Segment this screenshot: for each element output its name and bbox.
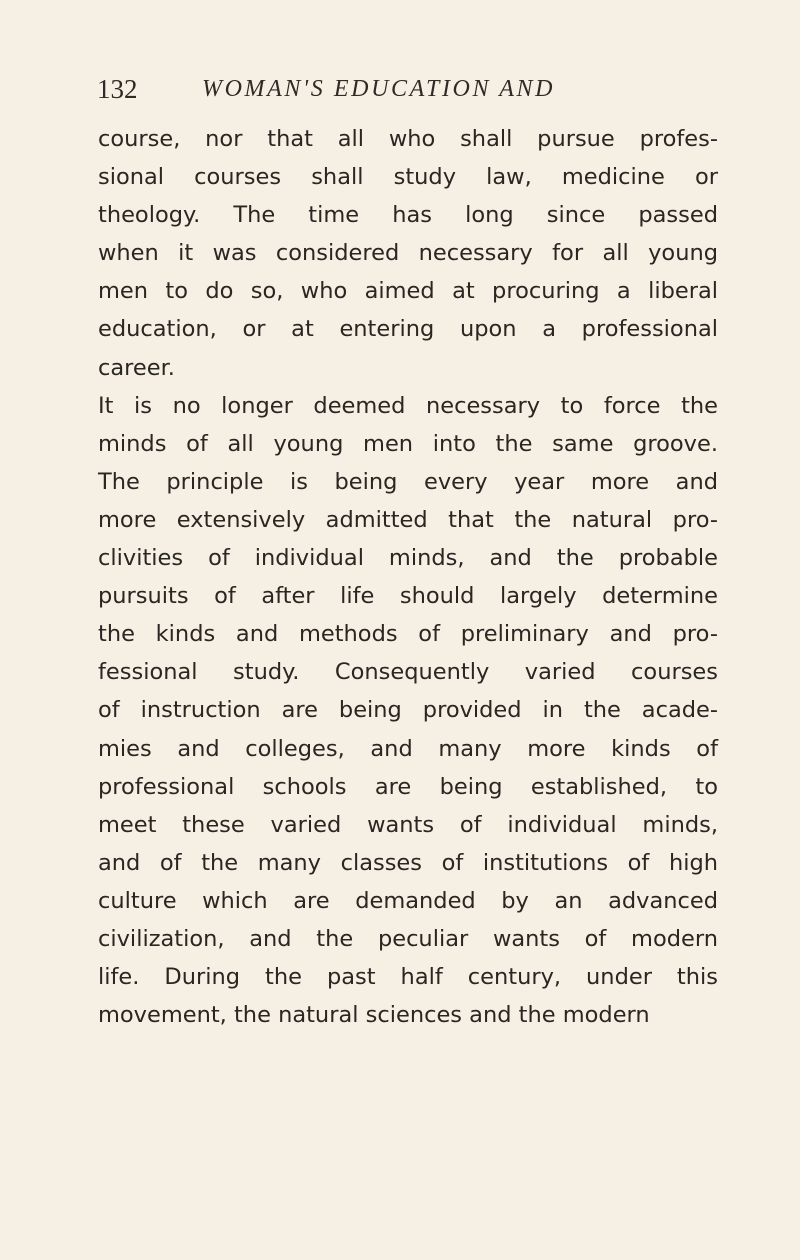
text-line: movement, the natural sciences and the modern [98, 1002, 650, 1029]
running-head [97, 74, 717, 114]
running-title: WOMAN'S EDUCATION AND [202, 76, 556, 102]
text-line: professional schools are being established, to [98, 773, 718, 800]
text-line: civilization, and the peculiar wants of modern [98, 925, 718, 952]
text-line: more extensively admitted that the natural pro- [98, 506, 718, 533]
text-line: theology. The time has long since passed [98, 202, 718, 229]
text-line: when it was considered necessary for all young [98, 240, 718, 267]
text-line: meet these varied wants of individual minds, [98, 811, 718, 838]
text-line: sional courses shall study law, medicine or [98, 164, 718, 191]
text-line: career. [98, 354, 175, 381]
text-line: clivities of individual minds, and the probable [98, 545, 718, 572]
text-line: The principle is being every year more and [98, 468, 718, 495]
text-line: the kinds and methods of preliminary and pro- [98, 621, 718, 648]
text-line: education, or at entering upon a professional [98, 316, 718, 343]
text-line: fessional study. Consequently varied courses [98, 659, 718, 686]
page-number: 132 [97, 74, 138, 104]
text-line: men to do so, who aimed at procuring a liberal [98, 278, 718, 305]
text-line: culture which are demanded by an advanced [98, 887, 718, 914]
text-line: and of the many classes of institutions of high [98, 849, 718, 876]
text-line: of instruction are being provided in the acade- [98, 697, 718, 724]
body-text [98, 120, 718, 1034]
text-line: pursuits of after life should largely determine [98, 583, 718, 610]
text-line: course, nor that all who shall pursue profes- [98, 126, 718, 152]
text-line: life. During the past half century, under this [98, 964, 718, 991]
text-line: mies and colleges, and many more kinds of [98, 735, 718, 762]
text-line: minds of all young men into the same groove. [98, 430, 718, 457]
paragraph-first-line: It is no longer deemed necessary to force the [98, 392, 718, 419]
